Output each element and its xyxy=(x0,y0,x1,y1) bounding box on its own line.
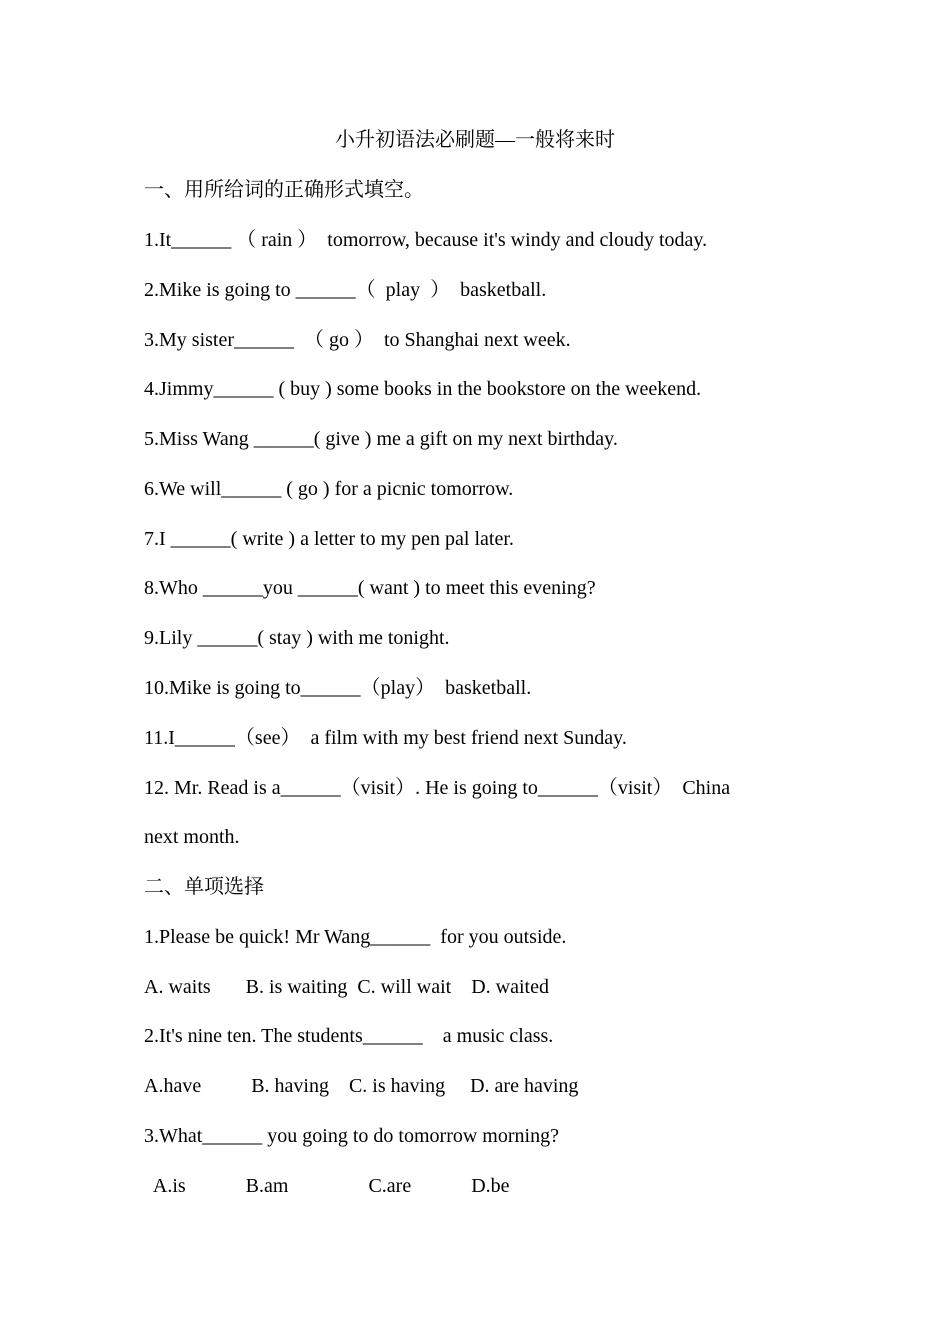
choice-question-1-stem: 1.Please be quick! Mr Wang______ for you outside. xyxy=(144,926,567,948)
fill-blank-item-4: 4.Jimmy______ ( buy ) some books in the bookstore on the weekend. xyxy=(144,378,702,400)
fill-blank-item-12-continued: next month. xyxy=(144,826,240,848)
fill-blank-item-5: 5.Miss Wang ______( give ) me a gift on my next birthday. xyxy=(144,428,618,450)
choice-question-3-options: A.is B.am C.are D.be xyxy=(144,1175,510,1197)
fill-blank-item-8: 8.Who ______you ______( want ) to meet this evening? xyxy=(144,577,596,599)
fill-blank-item-12: 12. Mr. Read is a______（visit）. He is going to______（visit） China xyxy=(144,777,731,799)
fill-blank-item-10: 10.Mike is going to______（play） basketball. xyxy=(144,677,532,699)
fill-blank-item-6: 6.We will______ ( go ) for a picnic tomorrow. xyxy=(144,478,514,500)
choice-question-1-options: A. waits B. is waiting C. will wait D. waited xyxy=(144,976,549,998)
fill-blank-item-2: 2.Mike is going to ______（ play ） basketball. xyxy=(144,279,547,301)
fill-blank-item-9: 9.Lily ______( stay ) with me tonight. xyxy=(144,627,450,649)
page-title: 小升初语法必刷题—一般将来时 xyxy=(335,129,615,151)
fill-blank-item-11: 11.I______（see） a film with my best friend next Sunday. xyxy=(144,727,627,749)
fill-blank-item-1: 1.It______ （ rain ） tomorrow, because it's windy and cloudy today. xyxy=(144,229,708,251)
choice-question-2-stem: 2.It's nine ten. The students______ a music class. xyxy=(144,1025,554,1047)
section2-heading: 二、单项选择 xyxy=(144,876,264,898)
choice-question-2-options: A.have B. having C. is having D. are having xyxy=(144,1075,579,1097)
fill-blank-item-3: 3.My sister______ （ go ） to Shanghai next week. xyxy=(144,329,571,351)
choice-question-3-stem: 3.What______ you going to do tomorrow morning? xyxy=(144,1125,559,1147)
fill-blank-item-7: 7.I ______( write ) a letter to my pen pal later. xyxy=(144,528,514,550)
section1-heading: 一、用所给词的正确形式填空。 xyxy=(144,179,424,201)
